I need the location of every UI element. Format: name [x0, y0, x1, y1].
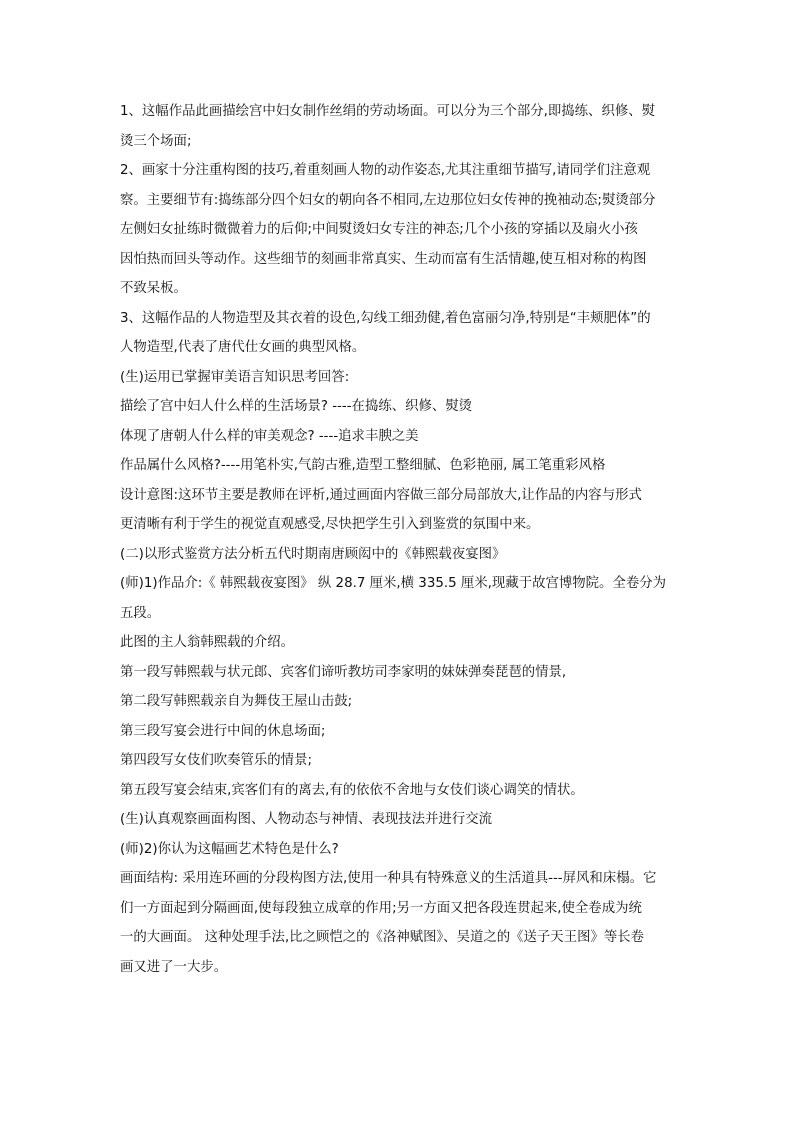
text-line: 左侧妇女扯练时微微着力的后仰;中间熨烫妇女专注的神态;几个小孩的穿插以及扇火小孩 [120, 222, 638, 237]
text-line: 察。主要细节有:捣练部分四个妇女的朝向各不相同,左边那位妇女传神的挽袖动态;熨烫部分 [120, 192, 656, 208]
text-line: 第四段写女伎们吹奏管乐的情景; [120, 753, 312, 768]
text-line: 2、画家十分注重构图的技巧,着重刻画人物的动作姿态,尤其注重细节描写,请同学们注意观 [120, 163, 651, 178]
text-line: 此图的主人翁韩熙载的介绍。 [120, 635, 295, 650]
text-line: 第三段写宴会进行中间的休息场面; [120, 723, 326, 739]
text-line: 设计意图:这环节主要是教师在评析,通过画面内容做三部分局部放大,让作品的内容与形式 [120, 487, 642, 503]
text-line: 人物造型,代表了唐代仕女画的典型风格。 [120, 340, 366, 355]
text-line: 不致呆板。 [120, 281, 187, 296]
text-line: (生)认真观察画面构图、人物动态与神情、表现技法并进行交流 [120, 812, 492, 827]
text-line: 五段。 [120, 605, 161, 621]
text-line: 更清晰有利于学生的视觉直观感受,尽快把学生引入到鉴赏的氛围中来。 [120, 517, 540, 532]
text-line: 作品属什么风格?----用笔朴实,气韵古雅,造型工整细腻、色彩艳丽, 属工笔重彩风格 [120, 458, 606, 473]
text-line: (二)以形式鉴赏方法分析五代时期南唐顾闳中的《韩熙载夜宴图》 [120, 546, 506, 562]
text-line: 第一段写韩熙载与状元郎、宾客们谛听教坊司李家明的妹妹弹奏琵琶的情景, [120, 664, 567, 680]
text-line: 因怕热而回头等动作。这些细节的刻画非常真实、生动而富有生活情趣,使互相对称的构图 [120, 251, 647, 267]
text-line: 描绘了宫中妇人什么样的生活场景? ----在捣练、织修、熨烫 [120, 399, 473, 414]
text-line: 体现了唐朝人什么样的审美观念? ----追求丰腴之美 [120, 428, 419, 444]
document-body [120, 97, 680, 982]
text-line: 第二段写韩熙载亲自为舞伎王屋山击鼓; [120, 694, 353, 709]
text-line: 们一方面起到分隔画面,使每段独立成章的作用;另一方面又把各段连贯起来,使全卷成为统 [120, 900, 642, 916]
text-line: 一的大画面。 这种处理手法,比之顾恺之的《洛神赋图》、吴道之的《送子天王图》等长卷 [120, 930, 645, 945]
text-line: (师)1)作品介:《 韩熙载夜宴图》 纵 28.7 厘米,横 335.5 厘米,现藏于故宫博物院。全卷分为 [120, 576, 667, 591]
text-line: (师)2)你认为这幅画艺术特色是什么? [120, 841, 339, 857]
text-line: 第五段写宴会结束,宾客们有的离去,有的依依不舍地与女伎们谈心调笑的情状。 [120, 782, 584, 798]
text-line: 3、这幅作品的人物造型及其衣着的设色,勾线工细劲健,着色富丽匀净,特别是“丰颊肥体”的 [120, 310, 651, 326]
text-line: 1、这幅作品此画描绘宫中妇女制作丝绢的劳动场面。可以分为三个部分,即捣练、织修、熨 [120, 104, 656, 119]
text-line: 画面结构: 采用连环画的分段构图方法,使用一种具有特殊意义的生活道具---屏风和床榻。它 [120, 871, 657, 886]
text-line: 烫三个场面; [120, 133, 192, 149]
text-line: 画又进了一大步。 [120, 959, 228, 975]
text-line: (生)运用已掌握审美语言知识思考回答: [120, 369, 350, 385]
